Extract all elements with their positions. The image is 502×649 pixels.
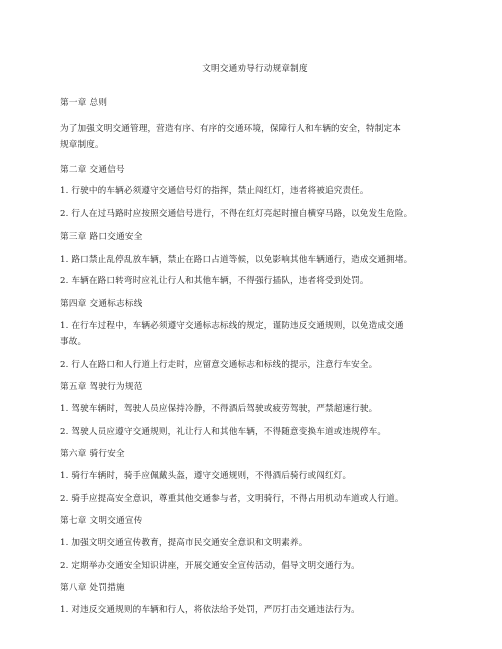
chapter-4-heading: 第四章 交通标志标线 — [60, 299, 143, 309]
chapter-4-item-1-cont: 事故。 — [60, 337, 87, 347]
chapter-6-item-1: 1. 骑行车辆时，骑手应佩戴头盔，遵守交通规则，不得酒后骑行或闯红灯。 — [60, 471, 352, 481]
document-page — [60, 0, 450, 649]
chapter-2-heading: 第二章 交通信号 — [60, 165, 125, 175]
chapter-2-item-1: 1. 行驶中的车辆必须遵守交通信号灯的指挥，禁止闯红灯，违者将被追究责任。 — [60, 186, 369, 196]
chapter-8-heading: 第八章 处罚措施 — [60, 583, 125, 593]
chapter-5-item-2: 2. 驾驶人员应遵守交通规则，礼让行人和其他车辆，不得随意变换车道或违规停车。 — [60, 427, 387, 437]
chapter-7-item-2: 2. 定期举办交通安全知识讲座，开展交通安全宣传活动，倡导文明交通行为。 — [60, 561, 360, 571]
chapter-4-item-1: 1. 在行车过程中，车辆必须遵守交通标志标线的规定，谨防违反交通规则，以免造成交通 — [60, 321, 404, 331]
chapter-3-item-2: 2. 车辆在路口转弯时应礼让行人和其他车辆，不得强行插队，违者将受到处罚。 — [60, 276, 369, 286]
chapter-1-paragraph: 为了加强文明交通管理，营造有序、有序的交通环境，保障行人和车辆的安全，特制定本 — [60, 124, 402, 134]
chapter-5-item-1: 1. 驾驶车辆时，驾驶人员应保持冷静，不得酒后驾驶或疲劳驾驶，严禁超速行驶。 — [60, 404, 378, 414]
chapter-1-paragraph-cont: 规章制度。 — [60, 140, 104, 150]
chapter-4-item-2: 2. 行人在路口和人行道上行走时，应留意交通标志和标线的提示，注意行车安全。 — [60, 360, 378, 370]
chapter-7-heading: 第七章 文明交通宣传 — [60, 516, 143, 526]
chapter-6-item-2: 2. 骑手应提高安全意识，尊重其他交通参与者，文明骑行，不得占用机动车道或人行道。 — [60, 494, 404, 504]
chapter-6-heading: 第六章 骑行安全 — [60, 449, 125, 459]
chapter-1-heading: 第一章 总则 — [60, 98, 108, 108]
chapter-7-item-1: 1. 加强文明交通宣传教育，提高市民交通安全意识和文明素养。 — [60, 538, 308, 548]
chapter-3-item-1: 1. 路口禁止乱停乱放车辆，禁止在路口占道等候，以免影响其他车辆通行，造成交通拥堵。 — [60, 255, 413, 265]
document-title: 文明交通劝导行动规章制度 — [202, 64, 308, 74]
chapter-3-heading: 第三章 路口交通安全 — [60, 232, 143, 242]
chapter-5-heading: 第五章 驾驶行为规范 — [60, 382, 143, 392]
chapter-8-item-1: 1. 对违反交通规则的车辆和行人，将依法给予处罚，严厉打击交通违法行为。 — [60, 605, 360, 615]
chapter-2-item-2: 2. 行人在过马路时应按照交通信号进行，不得在红灯亮起时擅自横穿马路，以免发生危险。 — [60, 209, 413, 219]
